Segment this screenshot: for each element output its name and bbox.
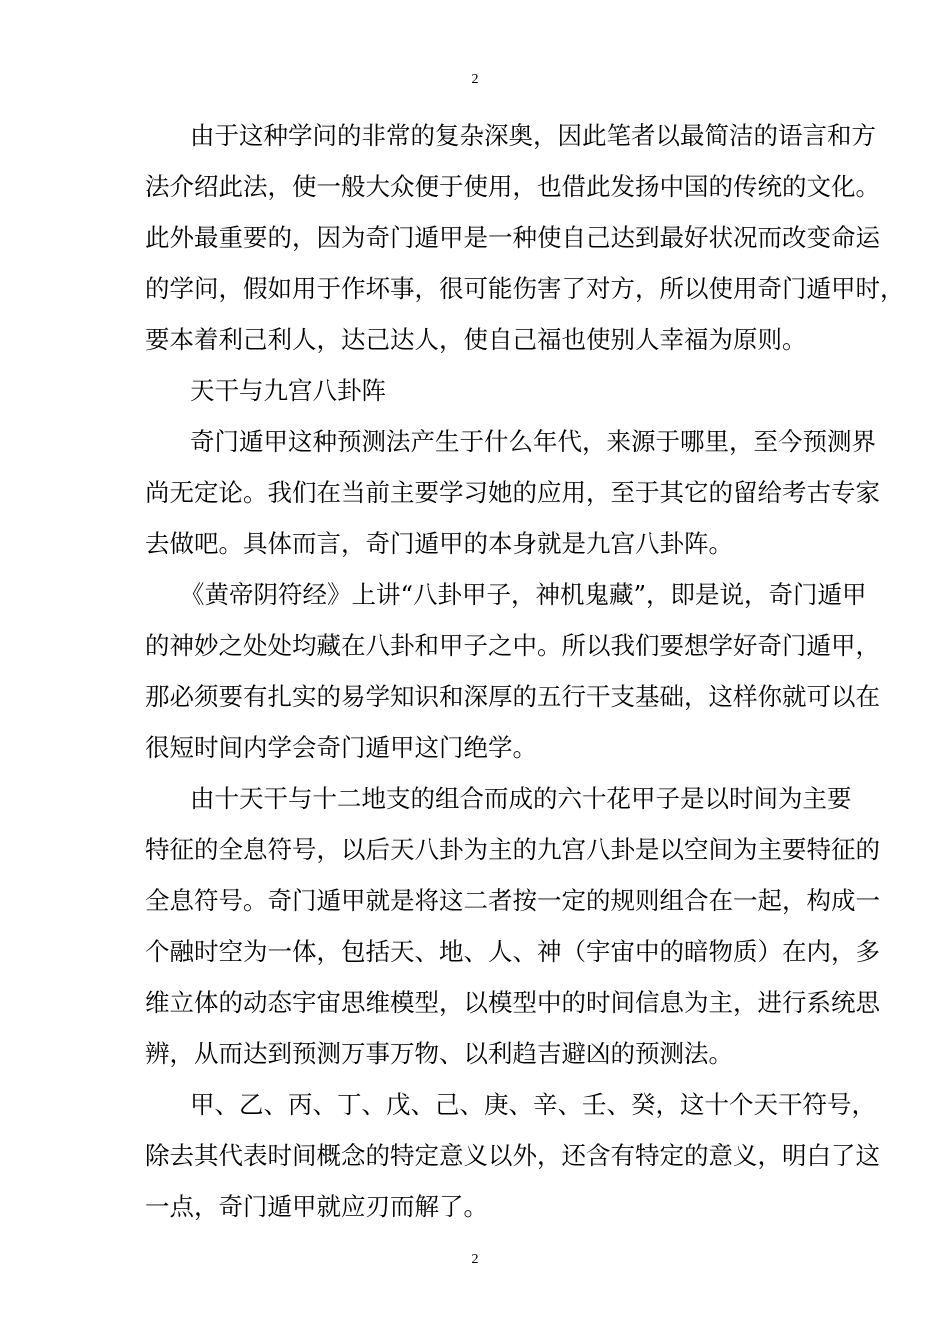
body-line: 此外最重要的，因为奇门遁甲是一种使自己达到最好状况而改变命运 bbox=[145, 223, 880, 252]
body-line: 很短时间内学会奇门遁甲这门绝学。 bbox=[145, 733, 537, 762]
body-line: 由于这种学问的非常的复杂深奥，因此笔者以最简洁的语言和方 bbox=[190, 121, 876, 150]
page-number-top: 2 bbox=[471, 72, 479, 87]
section-heading: 天干与九宫八卦阵 bbox=[190, 376, 386, 405]
body-line: 的神妙之处处均藏在八卦和甲子之中。所以我们要想学好奇门遁甲， bbox=[145, 631, 880, 660]
body-line: 那必须要有扎实的易学知识和深厚的五行干支基础，这样你就可以在 bbox=[145, 682, 880, 711]
body-line: 全息符号。奇门遁甲就是将这二者按一定的规则组合在一起，构成一 bbox=[145, 886, 880, 915]
body-line: 维立体的动态宇宙思维模型，以模型中的时间信息为主，进行系统思 bbox=[145, 988, 880, 1017]
body-line: 个融时空为一体，包括天、地、人、神（宇宙中的暗物质）在内，多 bbox=[145, 937, 880, 966]
body-line: 甲、乙、丙、丁、戊、己、庚、辛、壬、癸，这十个天干符号， bbox=[190, 1090, 876, 1119]
body-line: 去做吧。具体而言，奇门遁甲的本身就是九宫八卦阵。 bbox=[145, 529, 733, 558]
body-line: 辨，从而达到预测万事万物、以利趋吉避凶的预测法。 bbox=[145, 1039, 733, 1068]
body-line: 奇门遁甲这种预测法产生于什么年代，来源于哪里，至今预测界 bbox=[190, 427, 876, 456]
body-line: 《黄帝阴符经》上讲“八卦甲子，神机鬼藏”，即是说，奇门遁甲 bbox=[180, 580, 867, 609]
body-line: 的学问，假如用于作坏事，很可能伤害了对方，所以使用奇门遁甲时， bbox=[145, 274, 905, 303]
body-line: 除去其代表时间概念的特定意义以外，还含有特定的意义，明白了这 bbox=[145, 1141, 880, 1170]
body-line: 特征的全息符号，以后天八卦为主的九宫八卦是以空间为主要特征的 bbox=[145, 835, 880, 864]
body-line: 要本着利己利人，达己达人，使自己福也使别人幸福为原则。 bbox=[145, 325, 807, 354]
body-line: 由十天干与十二地支的组合而成的六十花甲子是以时间为主要 bbox=[190, 784, 852, 813]
body-line: 尚无定论。我们在当前主要学习她的应用，至于其它的留给考古专家 bbox=[145, 478, 880, 507]
page-number-bottom: 2 bbox=[471, 1252, 479, 1267]
body-line: 一点，奇门遁甲就应刃而解了。 bbox=[145, 1192, 488, 1221]
body-line: 法介绍此法，使一般大众便于使用，也借此发扬中国的传统的文化。 bbox=[145, 172, 880, 201]
